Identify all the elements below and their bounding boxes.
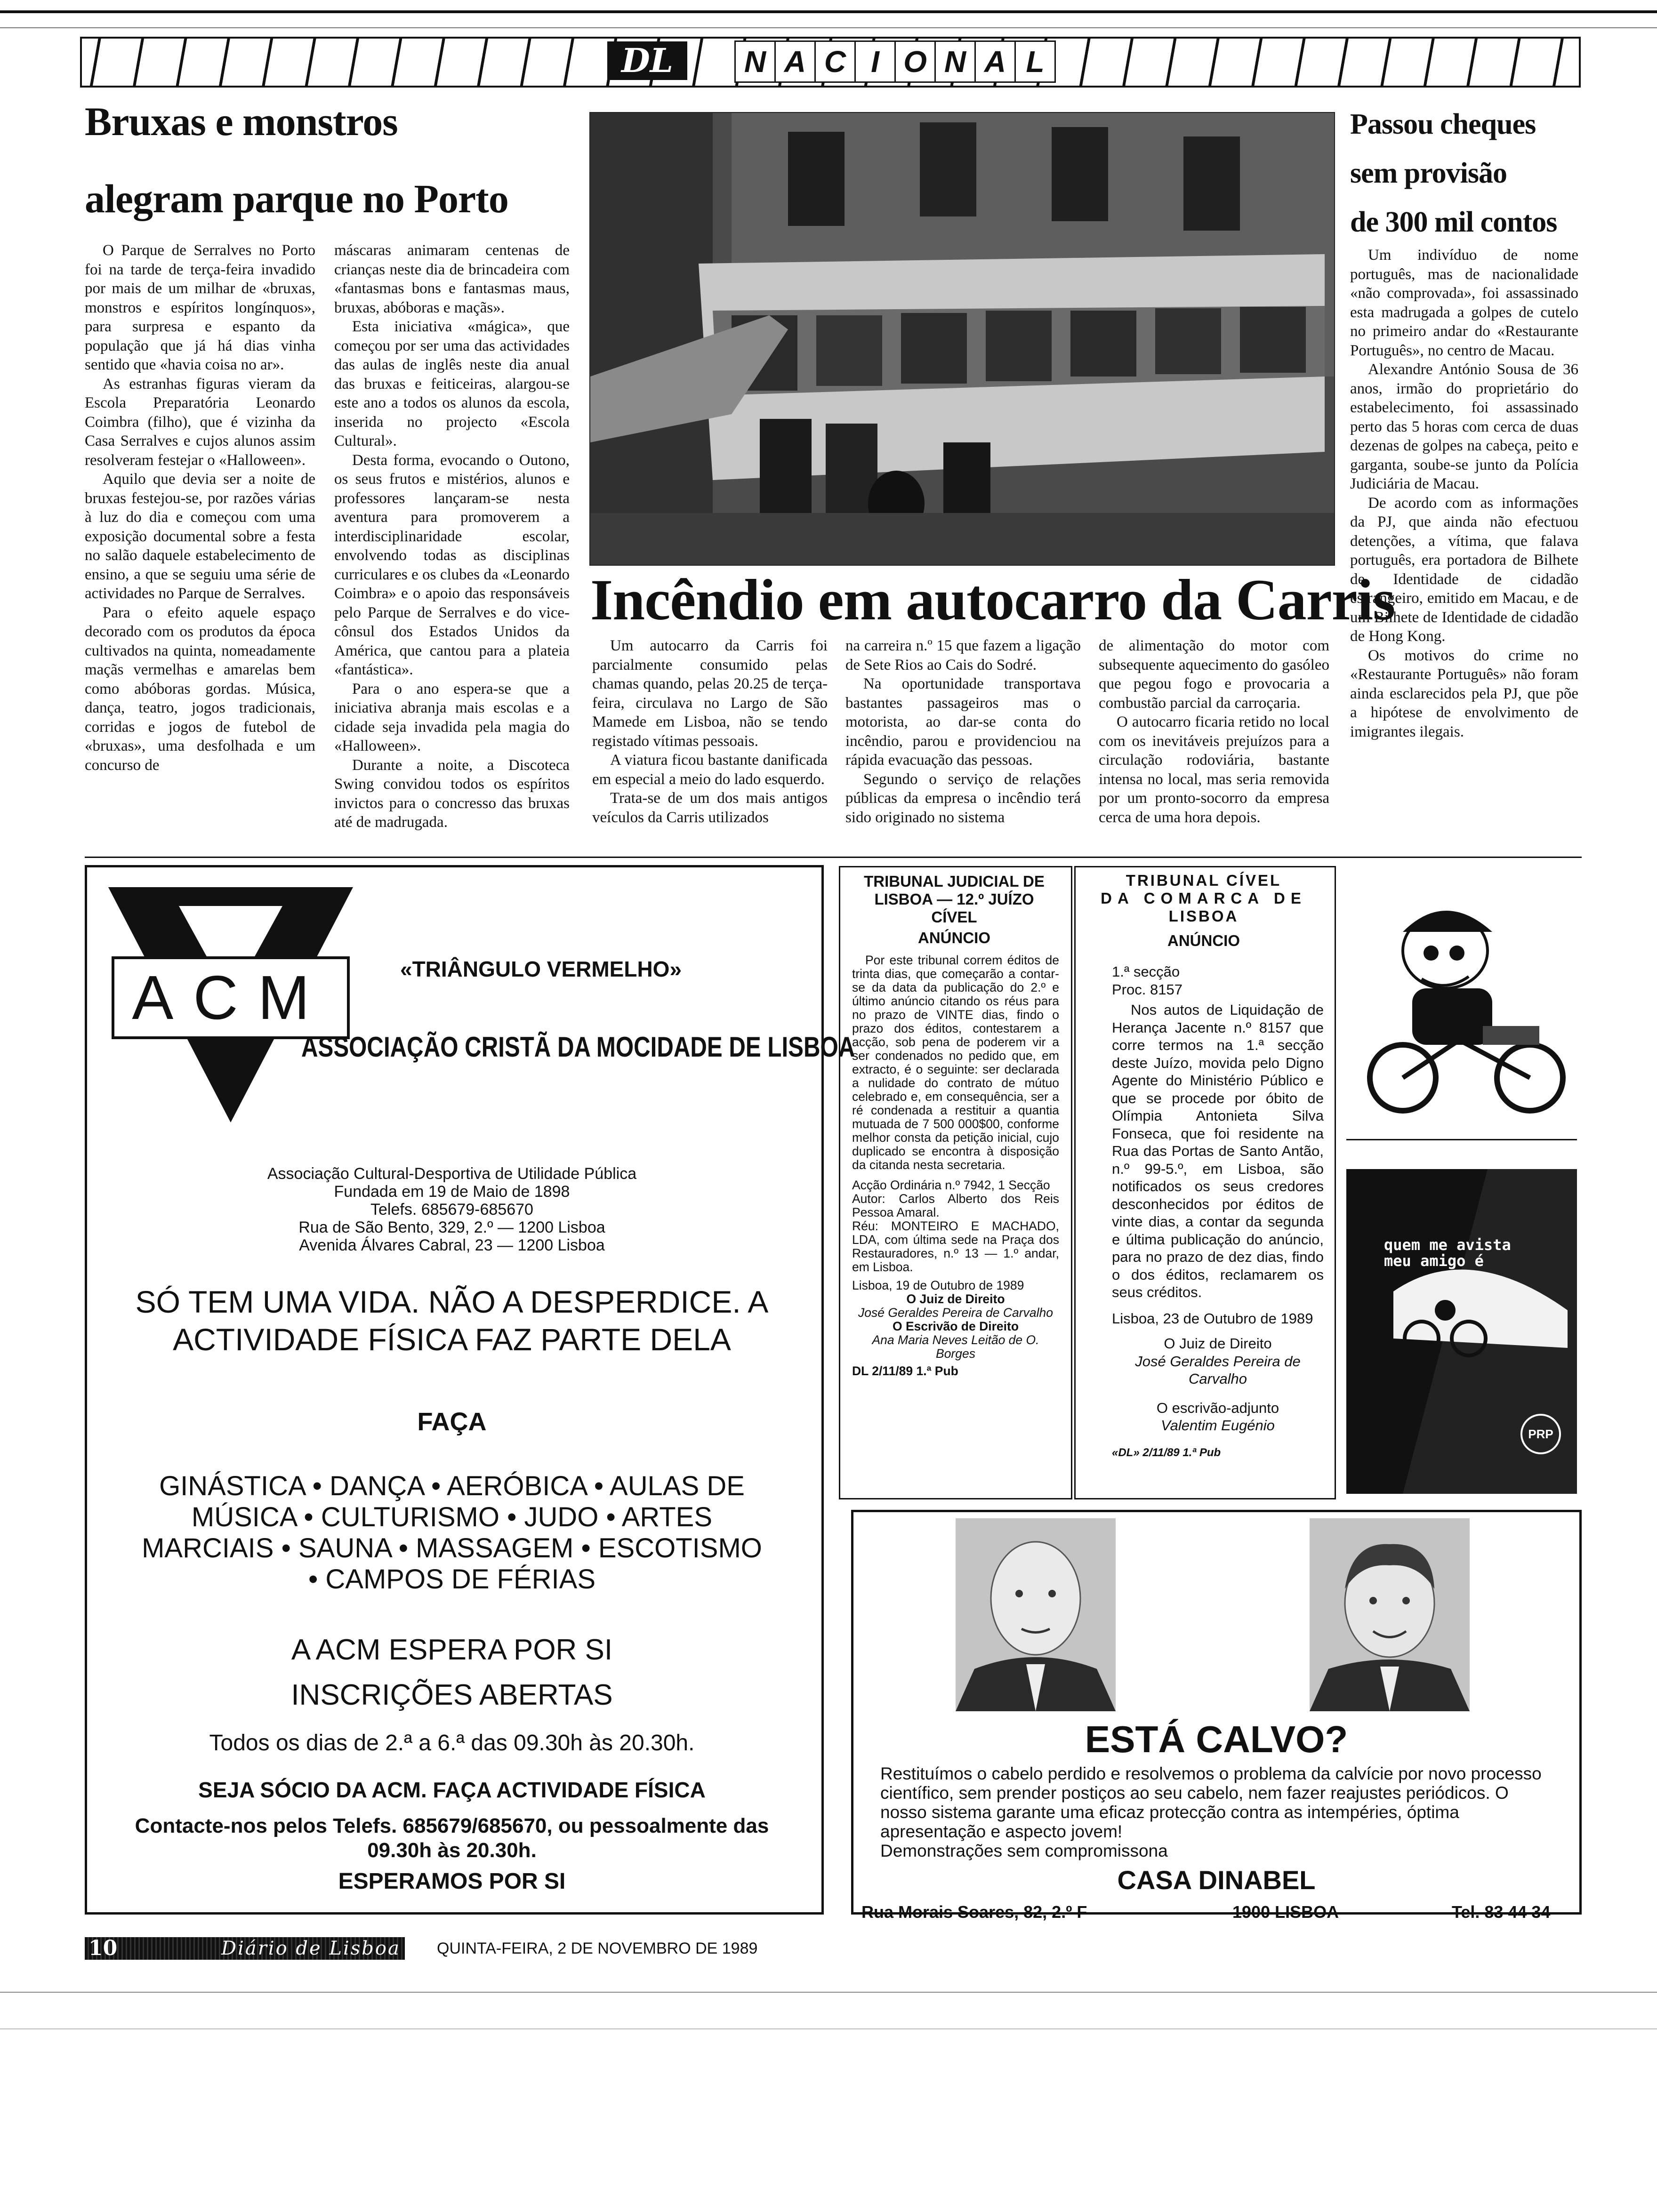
- section-letter: I: [854, 40, 896, 83]
- acm-contacte-line2: 09.30h às 20.30h.: [367, 1839, 537, 1862]
- paragraph: Durante a noite, a Discoteca Swing convidou todos os espíritos invictos para o concresso das bruxas até de madrugada.: [334, 756, 570, 831]
- notice-2-clerk-name: Valentim Eugénio: [1161, 1417, 1275, 1434]
- notice-1-clerk-title: O Escrivão de Direito: [892, 1319, 1019, 1333]
- section-letter: A: [774, 40, 816, 83]
- acm-activities: [85, 1471, 819, 1595]
- section-letter: L: [1014, 40, 1056, 83]
- paragraph: Esta iniciativa «mágica», que começou por ser uma das actividades das aulas de inglês neste dia anual das bruxas e feiticeiras, alargou-se este ano a todos os alunos da escola, inserida no projecto «Escola Cultural».: [334, 318, 570, 449]
- paragraph: de alimentação do motor com subsequente aquecimento do gasóleo que pegou fogo e provocaria a combustão parcial da carroçaria.: [1099, 637, 1329, 712]
- acm-slogan: «TRIÂNGULO VERMELHO»: [400, 957, 682, 981]
- paragraph: Para o efeito aquele espaço decorado com os produtos da época cultivados na quinta, nomeadamente maçãs vermelhas e amarelas bem como abóboras gordas. Música, dança, teatro, jogos tradicionais, corridas e jogos de futebol de «bruxas», uma desfolhada e um concurso de: [85, 604, 315, 774]
- article-bruxas-col2: [334, 241, 570, 832]
- footer-date: QUINTA-FEIRA, 2 DE NOVEMBRO DE 1989: [437, 1940, 758, 1957]
- acm-socio: SEJA SÓCIO DA ACM. FAÇA ACTIVIDADE FÍSICA: [198, 1778, 706, 1802]
- notice-1-ref: DL 2/11/89 1.ª Pub: [852, 1364, 958, 1378]
- notice-1-reu: Réu: MONTEIRO E MACHADO, LDA, com última sede na Praça dos Restauradores, n.º 13 — 1.º andar, em Lisboa.: [852, 1219, 1059, 1274]
- notice-1-accao: Acção Ordinária n.º 7942, 1 Secção: [852, 1178, 1050, 1192]
- notice-2-title-line: DA COMARCA DE: [1101, 890, 1307, 907]
- prp-advertisement: [1346, 1169, 1577, 1494]
- dinabel-demo: Demonstrações sem compromissona: [880, 1841, 1168, 1860]
- paragraph: Desta forma, evocando o Outono, os seus frutos e mistérios, alunos e professores lançaram-se nesta aventura para promoverem a interdisciplinaridade escolar, envolvendo todas as disciplinas curriculares e os clubes da «Leonardo Coimbra» e o apoio das responsáveis pelo Parque de Serralves e do vice-cônsul dos Estados Unidos da América, que cantou para a plateia «fantástica».: [334, 451, 570, 678]
- paragraph: O autocarro ficaria retido no local com os inevitáveis prejuízos para a circulação rodoviária, bastante intensa no local, mas seria removida por um pronto-socorro da empresa cerca de uma hora depois.: [1099, 713, 1329, 826]
- article-title-cheques: [1350, 100, 1576, 247]
- acm-logo-text: ACM: [132, 963, 330, 1032]
- paragraph: Trata-se de um dos mais antigos veículos da Carris utilizados: [592, 790, 828, 826]
- article-title-bruxas-line2: alegram parque no Porto: [85, 176, 508, 221]
- acm-horario: Todos os dias de 2.ª a 6.ª das 09.30h às 20.30h.: [209, 1731, 695, 1755]
- bald-man-portrait: [956, 1518, 1116, 1711]
- notice-2-clerk-title: O escrivão-adjunto: [1156, 1399, 1279, 1416]
- bottom-rule: [0, 1992, 1657, 1993]
- section-letter: N: [734, 40, 776, 83]
- acm-info: [85, 1165, 819, 1254]
- bus-fire-photo: [589, 112, 1335, 566]
- acm-info-line: Avenida Álvares Cabral, 23 — 1200 Lisboa: [299, 1236, 605, 1254]
- article-bruxas-col1: [85, 241, 315, 775]
- notice-2-title: [1076, 872, 1331, 950]
- acm-inscricoes: INSCRIÇÕES ABERTAS: [291, 1679, 613, 1711]
- acm-info-line: Rua de São Bento, 329, 2.º — 1200 Lisboa: [298, 1218, 605, 1236]
- dinabel-city: 1900 LISBOA: [1232, 1902, 1339, 1922]
- notice-1-title-line: TRIBUNAL JUDICIAL DE: [864, 873, 1045, 890]
- article-cheques-body: [1350, 246, 1578, 741]
- paragraph: na carreira n.º 15 que fazem a ligação de Sete Rios ao Cais do Sodré.: [845, 637, 1081, 673]
- acm-contacte-line1: Contacte-nos pelos Telefs. 685679/685670, ou pessoalmente das: [135, 1814, 769, 1837]
- section-letter: C: [814, 40, 856, 83]
- acm-activity-line: MARCIAIS • SAUNA • MASSAGEM • ESCOTISMO: [142, 1533, 762, 1563]
- dinabel-body: Restituímos o cabelo perdido e resolvemos o problema da calvície por novo processo científico, sem prender postiços ao seu cabelo, nem fazer reajustes periódicos. O nosso sistema garante uma eficaz protecção contra as intempéries, óptima apresentação e aspecto jovem!: [880, 1764, 1542, 1841]
- notice-1-body: [852, 954, 1059, 1378]
- article-title-bruxas-line1: Bruxas e monstros: [85, 99, 398, 144]
- paragraph: De acordo com as informações da PJ, que ainda não efectuou detenções, a vítima, que falava português, era portadora de Bilhete de Identidade de cidadão estrangeiro, emitido em Macau, e de um Bilhete de Identidade de cidadão de Hong Kong.: [1350, 494, 1578, 645]
- acm-headline: [85, 1283, 819, 1358]
- acm-contacte: [85, 1814, 819, 1863]
- notice-2-ref: «DL» 2/11/89 1.ª Pub: [1112, 1446, 1221, 1459]
- paragraph: Aquilo que devia ser a noite de bruxas festejou-se, por razões várias à luz do dia e começou com uma exposição documental sobre a festa no salão daquele estabelecimento de ensino, a que se seguiu uma série de actividades no Parque de Serralves.: [85, 471, 315, 602]
- notice-1-text: Por este tribunal correm éditos de trinta dias, que começarão a contar-se da data da publicação do 2.º e último anúncio citando os réus para no prazo de VINTE dias, findo o prazo dos éditos, contestarem a acção, sob pena de poderem vir a ser condenados no pedido que, em extracto, é o seguinte: ser declarada a nulidade do contrato de mútuo celebrado e, em consequência, ser a ré condenada a restituir a quantia mutuada de 7 500 000$00, conforme melhor consta da petição inicial, cujo duplicado se encontra à disposição da citanda nesta secretaria.: [852, 953, 1059, 1172]
- bottom-rule-light: [0, 2028, 1657, 2029]
- bus-photo-illustration: [590, 113, 1334, 565]
- paragraph: Os motivos do crime no «Restaurante Português» não foram ainda esclarecidos pela PJ, que põe a hipótese de envolvimento de imigrantes ilegais.: [1350, 647, 1578, 740]
- acm-org-name: ASSOCIAÇÃO CRISTÃ DA MOCIDADE DE LISBOA: [301, 1031, 855, 1063]
- page-number: 10: [88, 1936, 118, 1960]
- notice-2-title-line: LISBOA: [1168, 907, 1239, 925]
- notice-1-title-line: CÍVEL: [931, 908, 977, 926]
- notice-1-date: Lisboa, 19 de Outubro de 1989: [852, 1278, 1024, 1292]
- notice-2-subtitle: ANÚNCIO: [1167, 932, 1240, 949]
- section-letter: N: [934, 40, 976, 83]
- notice-2-judge-title: O Juiz de Direito: [1164, 1335, 1272, 1352]
- notice-1-title: [841, 873, 1068, 947]
- notice-2-proc: Proc. 8157: [1112, 981, 1182, 998]
- top-rule-thin: [0, 27, 1657, 28]
- dinabel-phone: Tel. 83 44 34: [1452, 1902, 1551, 1922]
- section-letter: A: [974, 40, 1016, 83]
- acm-headline-line1: SÓ TEM UMA VIDA. NÃO A DESPERDICE. A: [135, 1284, 769, 1319]
- article-title-cheques-line1: Passou cheques: [1350, 108, 1536, 140]
- cartoon-illustration: [1351, 871, 1577, 1134]
- article-carris-col2: [845, 636, 1081, 827]
- paragraph: Um indivíduo de nome português, mas de nacionalidade «não comprovada», foi assassinado esta madrugada a golpes de cutelo no primeiro andar do «Restaurante Português», no centro de Macau.: [1350, 247, 1578, 359]
- article-carris-col1: [592, 636, 828, 827]
- paragraph: máscaras animaram centenas de crianças neste dia de brincadeira com «fantasmas bons e fantasmas maus, bruxas, abóboras e maçãs».: [334, 242, 570, 316]
- notice-2-judge-name: José Geraldes Pereira de Carvalho: [1135, 1353, 1301, 1387]
- article-title-carris: Incêndio em autocarro da Carris: [590, 568, 1395, 632]
- acm-info-line: Associação Cultural-Desportiva de Utilidade Pública: [267, 1165, 637, 1183]
- paragraph: Segundo o serviço de relações públicas da empresa o incêndio terá sido originado no sistema: [845, 770, 1081, 826]
- paper-name: Diário de Lisboa: [221, 1938, 401, 1959]
- notice-1-judge-title: O Juiz de Direito: [906, 1292, 1005, 1306]
- section-letter: O: [894, 40, 936, 83]
- notice-2-title-line: TRIBUNAL CÍVEL: [1126, 872, 1282, 889]
- paragraph: As estranhas figuras vieram da Escola Preparatória Leonardo Coimbra (filho), que é vizinha da Casa Serralves e cujos alunos assim resolveram festejar o «Halloween».: [85, 375, 315, 469]
- prp-slogan-line2: meu amigo é: [1384, 1252, 1484, 1270]
- notice-2-body: [1112, 963, 1324, 1461]
- dinabel-headline: ESTÁ CALVO?: [1085, 1718, 1348, 1760]
- notice-1-autor: Autor: Carlos Alberto dos Reis Pessoa Amaral.: [852, 1192, 1059, 1219]
- dinabel-address: Rua Morais Soares, 82, 2.º F: [861, 1902, 1087, 1922]
- notice-1-judge-name: José Geraldes Pereira de Carvalho: [858, 1306, 1053, 1320]
- cartoon-biker-illustration: [1351, 871, 1577, 1134]
- paragraph: Um autocarro da Carris foi parcialmente consumido pelas chamas quando, pelas 20.25 de terça-feira, circulava no Largo de São Mamede em Lisboa, não se tendo registado vítimas pessoais.: [592, 637, 828, 750]
- acm-activity-line: MÚSICA • CULTURISMO • JUDO • ARTES: [191, 1502, 713, 1532]
- paper-logo: DL: [607, 41, 687, 80]
- man-with-hair-portrait: [1310, 1518, 1470, 1711]
- before-photo: [956, 1518, 1116, 1711]
- acm-headline-line2: ACTIVIDADE FÍSICA FAZ PARTE DELA: [173, 1322, 731, 1357]
- paragraph: A viatura ficou bastante danificada em especial a meio do lado esquerdo.: [592, 752, 828, 788]
- paragraph: Na oportunidade transportava bastantes passageiros mas o motorista, ao dar-se conta do incêndio, parou e providenciou na rápida evacuação das pessoas.: [845, 675, 1081, 769]
- horizontal-rule: [1346, 1139, 1577, 1140]
- notice-2-date: Lisboa, 23 de Outubro de 1989: [1112, 1310, 1313, 1327]
- top-rule: [0, 10, 1657, 13]
- prp-slogan-line1: quem me avista: [1384, 1236, 1511, 1254]
- horizontal-rule: [85, 857, 1582, 858]
- acm-faca: FAÇA: [417, 1408, 487, 1436]
- paragraph: Alexandre António Sousa de 36 anos, irmão do proprietário do estabelecimento, foi assassinado perto das 5 horas com cerca de duas dezenas de golpes na cabeça, peito e garganta, soube-se junto da Polícia Judiciária de Macau.: [1350, 361, 1578, 492]
- notice-2-seccao: 1.ª secção: [1112, 963, 1180, 980]
- paragraph: Para o ano espera-se que a iniciativa abranja mais escolas e a cidade seja invadida pela magia do «Halloween».: [334, 680, 570, 754]
- notice-2-text: Nos autos de Liquidação de Herança Jacente n.º 8157 que corre termos na 1.ª secção deste Juízo, movida pelo Digno Agente do Ministério Público e que se procede por óbito de Olímpia Antonieta Silva Fonseca, que foi residente na Rua das Portas de Santo Antão, n.º 99-5.º, em Lisboa, são notificados os seus credores desconhecidos por éditos de vinte dias, a contar da segunda e última publicação do anúncio, para no prazo de dez dias, findo o dos éditos, reclamarem os seus créditos.: [1112, 1002, 1324, 1300]
- prp-slogan: [1384, 1237, 1563, 1269]
- prp-badge: PRP: [1520, 1414, 1561, 1454]
- notice-1-subtitle: ANÚNCIO: [918, 929, 990, 946]
- acm-esperamos: ESPERAMOS POR SI: [338, 1869, 566, 1894]
- article-title-cheques-line3: de 300 mil contos: [1350, 206, 1557, 238]
- article-carris-col3: [1099, 636, 1329, 827]
- after-photo: [1310, 1518, 1470, 1711]
- article-title-cheques-line2: sem provisão: [1350, 157, 1507, 189]
- section-name: [734, 40, 1054, 81]
- notice-1-title-line: LISBOA — 12.º JUÍZO: [874, 890, 1034, 908]
- acm-activity-line: GINÁSTICA • DANÇA • AERÓBICA • AULAS DE: [159, 1471, 745, 1501]
- acm-activity-line: • CAMPOS DE FÉRIAS: [308, 1564, 596, 1595]
- notice-1-clerk-name: Ana Maria Neves Leitão de O. Borges: [872, 1333, 1039, 1361]
- dinabel-brand: CASA DINABEL: [1117, 1865, 1316, 1895]
- acm-espera: A ACM ESPERA POR SI: [291, 1634, 613, 1666]
- paragraph: O Parque de Serralves no Porto foi na tarde de terça-feira invadido por mais de um milhar de «bruxas, monstros e espíritos longínquos», para surpresa e espanto da população que já há dias vinha sentido que «havia coisa no ar».: [85, 242, 315, 373]
- acm-info-line: Fundada em 19 de Maio de 1898: [334, 1183, 570, 1201]
- acm-info-line: Telefs. 685679-685670: [370, 1201, 533, 1218]
